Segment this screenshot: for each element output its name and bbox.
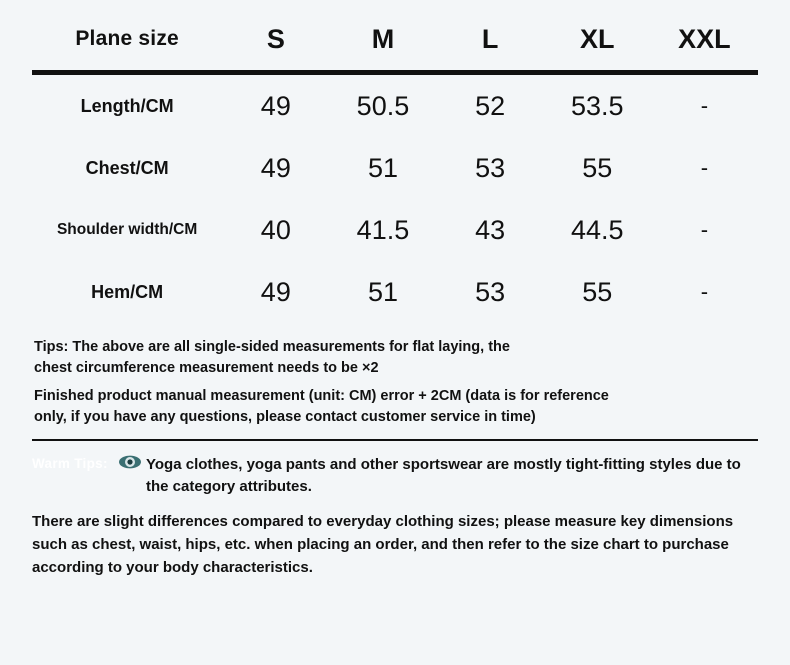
tips-line-2: chest circumference measurement needs to be ×2 — [34, 359, 379, 376]
cell-shoulder-s: 40 — [260, 214, 291, 245]
warm-tips-text: Yoga clothes, yoga pants and other sportswear are mostly tight-fitting styles due to the category attributes. — [146, 456, 741, 496]
eye-icon — [118, 454, 142, 470]
cell-hem-xxl: - — [700, 279, 709, 304]
bottom-note: There are slight differences compared to everyday clothing sizes; please measure key dimensions such as chest, waist, hips, etc. when placing an order, and then refer to the size chart to purchase according to your body characteristics. — [32, 512, 734, 577]
header-size-m: M — [371, 23, 395, 54]
tips-line-3: Finished product manual measurement (unit: CM) error + 2CM (data is for reference — [34, 388, 609, 405]
table-row — [32, 75, 758, 137]
cell-chest-xl: 55 — [582, 152, 613, 183]
row-label-chest: Chest/CM — [85, 157, 169, 178]
table-row — [32, 261, 758, 323]
size-chart-page — [0, 8, 790, 665]
cell-length-xxl: - — [700, 93, 709, 118]
cell-hem-m: 51 — [367, 276, 398, 307]
cell-length-xl: 53.5 — [570, 90, 624, 121]
tips-line-1: Tips: The above are all single-sided measurements for flat laying, the — [34, 339, 510, 355]
cell-length-l: 52 — [475, 90, 506, 121]
warm-tips-row — [32, 454, 758, 498]
cell-hem-l: 53 — [475, 276, 506, 307]
cell-chest-xxl: - — [700, 155, 709, 180]
warm-tips-badge-label: Warm Tips: — [32, 456, 108, 472]
cell-hem-s: 49 — [260, 276, 291, 307]
header-size-xxl: XXL — [678, 23, 731, 54]
header-size-xl: XL — [579, 23, 615, 54]
row-label-length: Length/CM — [80, 95, 174, 116]
size-table — [32, 8, 758, 323]
row-label-hem: Hem/CM — [91, 281, 164, 302]
cell-chest-m: 51 — [367, 152, 398, 183]
section-divider — [32, 439, 758, 441]
tips-spacer — [34, 378, 758, 386]
cell-chest-s: 49 — [260, 152, 291, 183]
tips-line-4: only, if you have any questions, please contact customer service in time) — [34, 408, 536, 425]
row-label-shoulder-width: Shoulder width/CM — [56, 221, 198, 238]
cell-length-s: 49 — [260, 90, 291, 121]
table-header-row — [32, 8, 758, 70]
table-row — [32, 199, 758, 261]
header-size-s: S — [266, 23, 285, 54]
cell-length-m: 50.5 — [356, 90, 410, 121]
warm-tips-badge — [32, 454, 144, 471]
cell-shoulder-xl: 44.5 — [570, 214, 624, 245]
cell-chest-l: 53 — [475, 152, 506, 183]
header-size-l: L — [481, 23, 499, 54]
header-plane-size: Plane size — [75, 27, 179, 50]
cell-hem-xl: 55 — [582, 276, 613, 307]
cell-shoulder-l: 43 — [475, 214, 506, 245]
cell-shoulder-xxl: - — [700, 217, 709, 242]
table-row — [32, 137, 758, 199]
cell-shoulder-m: 41.5 — [356, 214, 410, 245]
tips-block — [32, 337, 758, 427]
